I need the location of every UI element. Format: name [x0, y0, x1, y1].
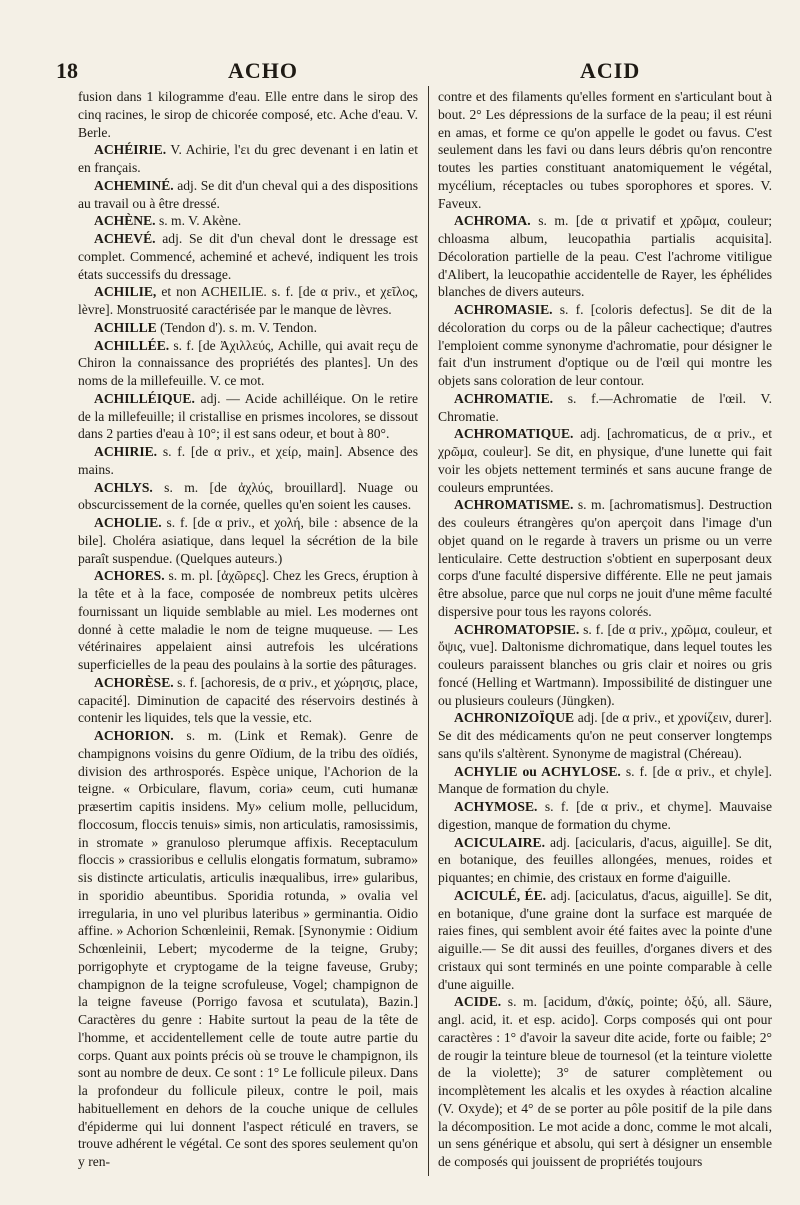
entry-acicule — [438, 887, 772, 994]
entry-achromatopsie — [438, 621, 772, 710]
running-head-right: ACID — [580, 58, 641, 83]
entry-achromatie — [438, 390, 772, 426]
entry-text: adj. [achromaticus, de α priv., et χρῶμα, couleur]. Se dit, en physique, d'une lunette qui fait voir les objets nettement terminés et sans aucune frange de couleurs empruntées. — [438, 426, 772, 495]
entry-text: adj. [de α priv., et χρονίζειν, durer]. Se dit des médicaments qu'on ne peut conserver longtemps sans qu'ils s'altèrent. Synonyme de magistral (Chéreau). — [438, 710, 772, 761]
entry-achorion — [78, 727, 418, 1171]
entry-text: adj. [acicularis, d'acus, aiguille]. Se dit, en botanique, des feuilles allongées, menues, roides et piquantes; en chimie, des cristaux en forme d'aiguille. — [438, 834, 772, 885]
entry-text: s. f. [coloris defectus]. Se dit de la décoloration du corps ou de la pâleur cachectique; d'autres l'emploient comme synonyme d'achromatie, pour désigner le fait d'un instrument d'optique ou de l'œil qui montre les objets sans coloration de leur contour. — [438, 302, 772, 388]
entry-text: s. m. [achromatismus]. Destruction des couleurs étrangères qu'on aperçoit dans l'image d'un objet quand on le regarde à travers un prisme ou un verre lenticulaire. Cette destruction s'obtient en superposant deux corps d'une faculté dispersive différente. Elle ne peut jamais être absolue, parce que nul corps ne jouit d'une même faculté dispersive pour tous les rayons colorés. — [438, 497, 772, 619]
entry-text: s. f. [achoresis, de α priv., et χώρησις, place, capacité]. Diminution de capacité des réservoirs destinés à contenir les liquides, tels que la vessie, etc. — [78, 674, 418, 726]
entry-headword: ACHILIE, — [94, 284, 157, 300]
entry-text: adj. Se dit d'un cheval qui a des dispositions au travail ou à être dressé. — [78, 177, 418, 211]
entry-text: s. m. (Link et Remak). Genre de champignons voisins du genre Oïdium, de la tribu des oïdiés, division des arthrosporés. Espèce unique, l'Achorion de la teigne. « Orbiculare, flavum, coria» ceum, cuti humanæ præsertim capitis insidens. My» celium molle, pellucidum, floccosum, floccis tenuis» simis, non articulatis, ramosissimis, in stromate » granuloso plerumque affixis. Receptaculum floccis » crassioribus e cellulis elongatis formatum, subramo» sis distincte articulatis, articulis inæqualibus, irre» gularibus, in sporidio abeuntibus. Sporidia rotunda, » ovalia vel irregularia, in uno vel pluribus lateribus » germinantia. Oidio affine. » Achorion Schœnleinii, Remak. [Synonymie : Oidium Schœnleinii, Lebert; mycoderme de la teigne, Gruby; porrigophyte et cryptogame de la teigne faveuse, Gruby; champignon de la teigne scrofuleuse, Vogel; champignon de la teigne faveuse (Porrigo favosa et scutulata), Bazin.] Caractères du genre : Habite surtout la peau de la tête de l'homme, et accidentellement celle de toute autre partie du corps. Quant aux points précis où se trouve le champignon, ils sont au nombre de deux. Ce sont : 1° Le follicule pileux. Dans la profondeur du follicule pileux, contre le poil, mais habituellement en dehors de la couche unique de cellules d'épiderme qui lui donnent l'aspect réticulé en travers, se trouve adhérent le végétal. Ce sont des spores seulement qu'on y ren- — [78, 728, 418, 1169]
entry-acholie — [78, 514, 418, 567]
entry-headword: ACHÉIRIE. — [94, 142, 167, 158]
entry-headword: ACHLYS. — [94, 479, 153, 495]
entry-text: adj. Se dit d'un cheval dont le dressage est complet. Commencé, acheminé et achevé, indiquent les trois états successifs du dressage. — [78, 231, 418, 282]
entry-achille — [78, 319, 418, 337]
entry-acheirie — [78, 141, 418, 177]
entry-achilleique — [78, 390, 418, 443]
entry-achromatique — [438, 425, 772, 496]
entry-text: fusion dans 1 kilogramme d'eau. Elle entre dans le sirop des cinq racines, le sirop de chicorée composé, etc. Ache d'eau. V. Berle. — [78, 89, 418, 140]
entry-achilie — [78, 283, 418, 319]
entry-text: s. f. [de α priv., χρῶμα, couleur, et ὄψις, vue]. Daltonisme dichromatique, dans lequel toutes les couleurs paraissent blanches ou gris clair et noires ou gris foncé (Helling et Wartmann). Impossibilité de distinguer une ou plusieurs couleurs (Jüngken). — [438, 621, 772, 708]
entry-text: s. m. [de α privatif et χρῶμα, couleur; chloasma album, leucopathia partialis acquisita]. Décoloration partielle de la peau. C'est l'achrome vitiligue d'Alibert, la leucopathie accidentelle de Rayer, les éphélides blanches de divers auteurs. — [438, 213, 772, 300]
entry-text: (Tendon d'). s. m. V. Tendon. — [156, 319, 317, 335]
entry-headword: ACHROMATIE. — [454, 390, 554, 406]
entry-headword: ACHROMATISME. — [454, 497, 574, 513]
entry-achromasie — [438, 301, 772, 390]
entry-headword: ACHILLÉE. — [94, 337, 170, 353]
entry-headword: ACHORES. — [94, 568, 165, 584]
page-header — [0, 58, 800, 92]
entry-achene — [78, 212, 418, 230]
entry-text: s. m. [acidum, d'ἀκίς, pointe; ὀξύ, all. Säure, angl. acid, it. et esp. acido]. Corps composés qui ont pour caractères : 1° d'avoir la saveur dite acide, forte ou faible; 2° de rougir la teinture bleue de tournesol (et la teinture violette de la violette); 3° de saturer complètement ou incomplètement les alcalis et les oxydes à réaction alcaline (V. Oxyde); et 4° de se porter au pôle positif de la pile dans la décomposition. Le mot acide a donc, comme le mot alcali, un sens générique et absolu, qui sert à désigner un ensemble de composés qui jouissent de propriétés toujours — [438, 994, 772, 1169]
entry-headword: ACICULÉ, ÉE. — [454, 887, 547, 903]
entry-text: s. f. [de α priv., et chyme]. Mauvaise digestion, manque de formation du chyme. — [438, 799, 772, 832]
entry-headword: ACHRONIZOÏQUE — [454, 710, 575, 726]
entry-continuation — [438, 88, 772, 212]
entry-text: s. m. V. Akène. — [155, 213, 242, 229]
entry-text: s. m. pl. [ἀχῶρες]. Chez les Grecs, éruption à la tête et à la face, composée de nombreux petits ulcères fournissant un liquide semblable au miel. Les modernes ont donné à cette maladie le nom de teigne muqueuse. — Les vétérinaires appelaient ainsi autrefois les ulcérations superficielles de la peau des poulains à la sortie des pâturages. — [78, 568, 418, 672]
entry-text: adj. — Acide achilléique. On le retire de la millefeuille; il cristallise en prismes incolores, se dissout dans 2 parties d'eau à 10°; il est sans odeur, et bout à 80°. — [78, 390, 418, 442]
entry-headword: ACHROMATIQUE. — [454, 426, 574, 442]
entry-continuation — [78, 88, 418, 141]
left-column — [78, 88, 418, 1171]
entry-achronizoique — [438, 709, 772, 762]
entry-achorese — [78, 674, 418, 727]
running-head-left: ACHO — [228, 58, 298, 83]
entry-achroma — [438, 212, 772, 301]
entry-text: s. f.—Achromatie de l'œil. V. Chromatie. — [438, 390, 772, 424]
entry-headword: ACHILLÉIQUE. — [94, 390, 195, 406]
entry-headword: ACHYMOSE. — [454, 799, 538, 814]
entry-achemine — [78, 177, 418, 213]
entry-achores — [78, 567, 418, 674]
entry-headword: ACICULAIRE. — [454, 834, 546, 850]
entry-text: s. f. [de α priv., et χολή, bile : absence de la bile]. Choléra asiatique, dans lequel la sécrétion de la bile paraît suspendue. (Quelques auteurs.) — [78, 515, 418, 566]
entry-text: V. Achirie, l'ει du grec devenant i en latin et en français. — [78, 142, 418, 175]
entry-text: s. f. [de α priv., et χείρ, main]. Absence des mains. — [78, 444, 418, 477]
entry-headword: ACHOLIE. — [94, 515, 162, 530]
entry-text: s. f. [de α priv., et chyle]. Manque de formation du chyle. — [438, 763, 773, 797]
column-divider — [428, 86, 429, 1176]
entry-headword: ACHORION. — [94, 728, 174, 743]
entry-headword: ACHIRIE. — [94, 444, 158, 459]
entry-headword: ACHEVÉ. — [94, 231, 156, 246]
entry-headword: ACHEMINÉ. — [94, 177, 174, 193]
entry-text: s. f. [de Ἀχιλλεύς, Achille, qui avait reçu de Chiron la connaissance des propriétés des plantes]. Un des noms de la millefeuille. V. ce mot. — [78, 337, 418, 388]
right-column — [438, 88, 772, 1171]
entry-headword: ACHÈNE. — [94, 213, 156, 229]
page-number: 18 — [56, 58, 78, 83]
entry-text: et non ACHEILIE. s. f. [de α priv., et χεῖλος, lèvre]. Monstruosité caractérisée par le manque de lèvres. — [78, 284, 418, 317]
entry-text: s. m. [de ἀχλύς, brouillard]. Nuage ou obscurcissement de la cornée, quelles qu'en soient les causes. — [78, 479, 418, 513]
entry-text: adj. [aciculatus, d'acus, aiguille]. Se dit, en botanique, d'une graine dont la surface est marquée de raies fines, qui semblent avoir été faites avec la pointe d'une aiguille.— Se dit aussi des feuilles, d'organes divers et des cristaux qui sont terminés en une pointe comparable à celle d'une aiguille. — [438, 887, 772, 992]
entry-acheve — [78, 230, 418, 283]
entry-headword: ACHROMASIE. — [454, 302, 553, 317]
entry-text: contre et des filaments qu'elles forment en s'articulant bout à bout. 2° Les dépressions de la surface de la peau; il est réuni en amas, et forme ce qu'on appelle le godet ou favus. C'est seulement dans les favi ou dans leurs débris qu'on rencontre toutes les parties constituant anatomiquement le végétal, mycélium, réceptacles ou tubes sporophores et spores. V. Faveux. — [438, 89, 772, 211]
entry-headword: ACIDE. — [454, 994, 502, 1010]
entry-achymose — [438, 798, 772, 834]
entry-headword: ACHORÈSE. — [94, 674, 174, 690]
entry-achromatisme — [438, 496, 772, 620]
entry-headword: ACHYLIE ou ACHYLOSE. — [454, 763, 621, 779]
entry-achylie — [438, 763, 772, 799]
entry-acide — [438, 993, 772, 1171]
entry-headword: ACHROMA. — [454, 213, 531, 229]
entry-achlys — [78, 479, 418, 515]
entry-aciculaire — [438, 834, 772, 887]
entry-achillee — [78, 337, 418, 390]
entry-headword: ACHROMATOPSIE. — [454, 621, 580, 637]
entry-headword: ACHILLE — [94, 319, 157, 335]
entry-achirie — [78, 443, 418, 479]
